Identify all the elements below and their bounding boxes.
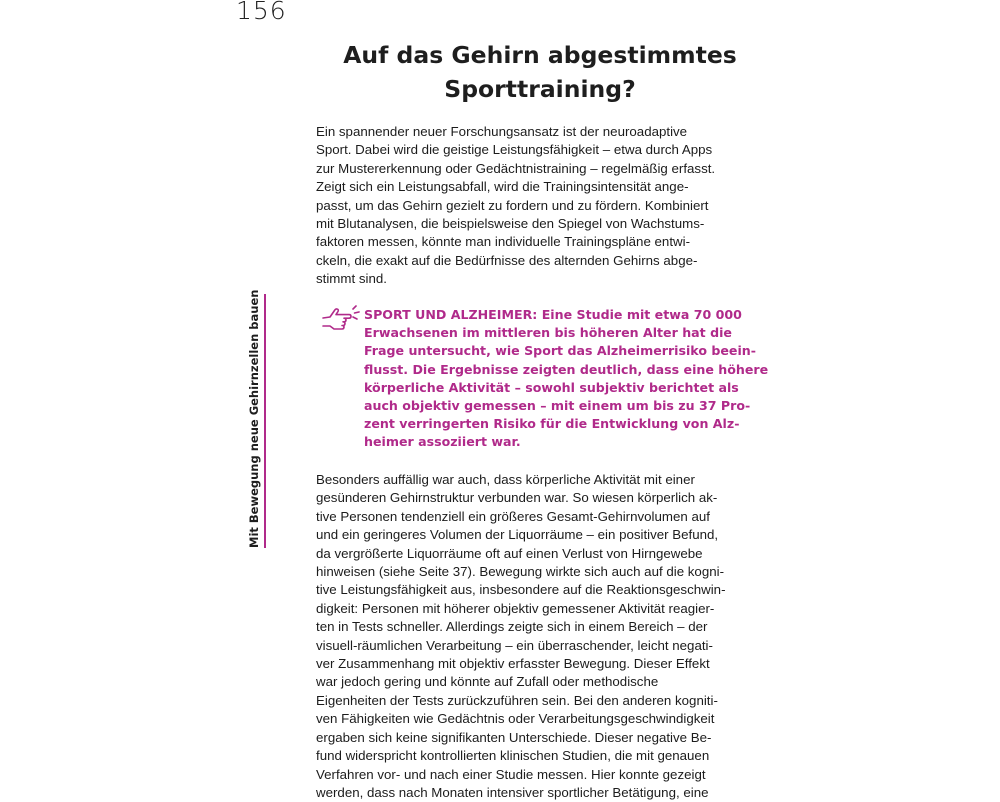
text-line: Verfahren vor- und nach einer Studie messen. Hier konnte gezeigt — [316, 766, 706, 782]
text-line: war jedoch gering und könnte auf Zufall oder methodische — [316, 674, 659, 690]
text-line: Ein spannender neuer Forschungsansatz ist der neuroadaptive — [316, 124, 688, 139]
text-line: und ein geringeres Volumen der Liquorräume – ein positiver Befund, — [316, 527, 719, 543]
text-line: Sport. Dabei wird die geistige Leistungsfähigkeit – etwa durch Apps — [316, 142, 713, 158]
text-line: passt, um das Gehirn gezielt zu fordern und zu fördern. Kombiniert — [316, 197, 709, 213]
text-line: faktoren messen, könnte man individuelle Trainingspläne entwi- — [316, 234, 691, 250]
paragraph-intro — [316, 123, 756, 289]
text-line: gesünderen Gehirnstruktur verbunden war. So wiesen körperlich ak- — [316, 490, 718, 506]
page-title — [300, 38, 780, 106]
callout-line: Frage untersucht, wie Sport das Alzheimerrisiko beein- — [364, 343, 756, 359]
title-line: Auf das Gehirn abgestimmtes — [343, 41, 737, 69]
text-line: da vergrößerte Liquorräume oft auf einen Verlust von Hirngewebe — [316, 545, 703, 561]
text-line: ckeln, die exakt auf die Bedürfnisse des alternden Gehirns abge- — [316, 252, 698, 268]
text-line: zur Mustererkennung oder Gedächtnistraining – regelmäßig erfasst. — [316, 160, 716, 176]
pointing-hand-icon — [321, 305, 361, 331]
text-line: Besonders auffällig war auch, dass körperliche Aktivität mit einer — [316, 472, 695, 487]
callout-line: SPORT UND ALZHEIMER: Eine Studie mit etwa 70 000 — [364, 307, 742, 322]
callout-line: zent verringerten Risiko für die Entwicklung von Alz- — [364, 416, 740, 432]
text-line: ver Zusammenhang mit objektiv erfasster Bewegung. Dieser Effekt — [316, 656, 710, 672]
text-line: digkeit: Personen mit höherer objektiv gemessener Aktivität reagier- — [316, 600, 715, 616]
callout-line: heimer assoziiert war. — [364, 434, 521, 450]
chapter-side-label: Mit Bewegung neue Gehirnzellen bauen — [246, 294, 266, 548]
text-line: ten in Tests schneller. Allerdings zeigte sich in einem Bereich – der — [316, 619, 708, 635]
text-line: mit Blutanalysen, die beispielsweise den Spiegel von Wachstums- — [316, 216, 705, 232]
paragraph-body — [316, 471, 756, 802]
text-line: ven Fähigkeiten wie Gedächtnis oder Verarbeitungsgeschwindigkeit — [316, 711, 715, 727]
text-line: tive Personen tendenziell ein größeres Gesamt-Gehirnvolumen auf — [316, 508, 710, 524]
text-line: tive Leistungsfähigkeit aus, insbesondere auf die Reaktionsgeschwin- — [316, 582, 726, 598]
text-line: Eigenheiten der Tests zurückzuführen sein. Bei den anderen kogniti- — [316, 692, 718, 708]
text-line: ergaben sich keine signifikanten Unterschiede. Dieser negative Be- — [316, 729, 712, 745]
text-line: fund widerspricht kontrollierten klinischen Studien, die mit genauen — [316, 748, 710, 764]
callout-line: auch objektiv gemessen – mit einem um bis zu 37 Pro- — [364, 398, 751, 414]
text-line: Zeigt sich ein Leistungsabfall, wird die Trainingsintensität ange- — [316, 179, 689, 195]
callout-box — [364, 306, 769, 452]
callout-line: flusst. Die Ergebnisse zeigten deutlich, dass eine höhere — [364, 361, 769, 377]
callout-line: Erwachsenen im mittleren bis höheren Alter hat die — [364, 325, 732, 341]
callout-line: körperliche Aktivität – sowohl subjektiv berichtet als — [364, 379, 739, 395]
text-line: stimmt sind. — [316, 271, 387, 287]
text-line: hinweisen (siehe Seite 37). Bewegung wirkte sich auch auf die kogni- — [316, 564, 725, 580]
text-line: werden, dass nach Monaten intensiver sportlicher Betätigung, eine — [316, 784, 709, 800]
title-line: Sporttraining? — [444, 75, 636, 103]
page-number: 156 — [236, 0, 287, 25]
text-line: visuell-räumlichen Verarbeitung – ein überraschender, leicht negati- — [316, 637, 713, 653]
